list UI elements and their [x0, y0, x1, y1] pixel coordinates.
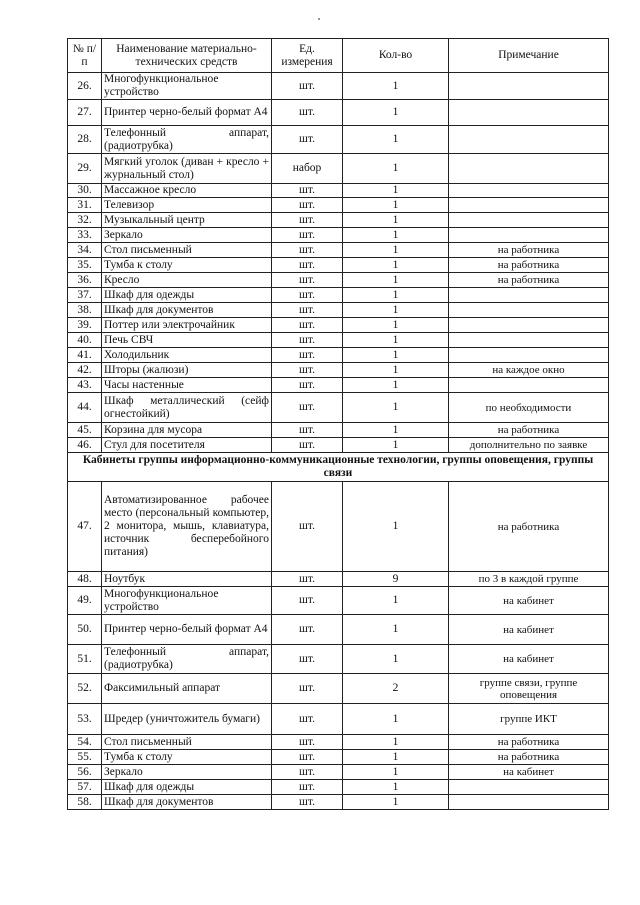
item-name: Телефонный аппарат, (радиотрубка) [102, 645, 272, 674]
unit-of-measure: шт. [272, 572, 343, 587]
quantity: 1 [343, 438, 449, 453]
unit-of-measure: шт. [272, 198, 343, 213]
note [449, 213, 609, 228]
note [449, 288, 609, 303]
row-number: 33. [68, 228, 102, 243]
unit-of-measure: шт. [272, 438, 343, 453]
table-row [68, 795, 609, 810]
quantity: 1 [343, 348, 449, 363]
table-row [68, 423, 609, 438]
row-number: 35. [68, 258, 102, 273]
table-row [68, 378, 609, 393]
unit-of-measure: шт. [272, 735, 343, 750]
row-number: 43. [68, 378, 102, 393]
unit-of-measure: шт. [272, 587, 343, 615]
item-name: Стул для посетителя [102, 438, 272, 453]
section-row [68, 453, 609, 482]
unit-of-measure: шт. [272, 100, 343, 126]
note [449, 154, 609, 184]
item-name: Многофункциональное устройство [102, 73, 272, 100]
row-number: 27. [68, 100, 102, 126]
table-row [68, 674, 609, 704]
row-number: 55. [68, 750, 102, 765]
quantity: 1 [343, 100, 449, 126]
table-row [68, 393, 609, 423]
row-number: 38. [68, 303, 102, 318]
item-name: Стол письменный [102, 243, 272, 258]
quantity: 1 [343, 645, 449, 674]
row-number: 44. [68, 393, 102, 423]
item-name: Шкаф для документов [102, 303, 272, 318]
quantity: 1 [343, 735, 449, 750]
header-qty: Кол-во [343, 39, 449, 73]
table-row [68, 198, 609, 213]
note [449, 378, 609, 393]
note: на работника [449, 482, 609, 572]
header-unit: Ед. измерения [272, 39, 343, 73]
item-name: Зеркало [102, 765, 272, 780]
item-name: Стол письменный [102, 735, 272, 750]
unit-of-measure: шт. [272, 228, 343, 243]
unit-of-measure: шт. [272, 765, 343, 780]
quantity: 1 [343, 423, 449, 438]
unit-of-measure: шт. [272, 393, 343, 423]
item-name: Кресло [102, 273, 272, 288]
row-number: 29. [68, 154, 102, 184]
item-name: Многофункциональное устройство [102, 587, 272, 615]
note: по необходимости [449, 393, 609, 423]
table-body-part1 [68, 73, 609, 453]
note: на кабинет [449, 765, 609, 780]
item-name: Тумба к столу [102, 750, 272, 765]
quantity: 1 [343, 587, 449, 615]
note: на каждое окно [449, 363, 609, 378]
note: группе ИКТ [449, 704, 609, 735]
header-row [68, 39, 609, 73]
table-row [68, 318, 609, 333]
note [449, 333, 609, 348]
table-row [68, 228, 609, 243]
table-row [68, 735, 609, 750]
row-number: 31. [68, 198, 102, 213]
note: группе связи, группе оповещения [449, 674, 609, 704]
quantity: 1 [343, 393, 449, 423]
note: на работника [449, 423, 609, 438]
unit-of-measure: шт. [272, 482, 343, 572]
item-name: Факсимильный аппарат [102, 674, 272, 704]
unit-of-measure: шт. [272, 318, 343, 333]
quantity: 1 [343, 333, 449, 348]
table-row [68, 333, 609, 348]
row-number: 46. [68, 438, 102, 453]
table-row [68, 258, 609, 273]
row-number: 41. [68, 348, 102, 363]
quantity: 1 [343, 615, 449, 645]
table-row [68, 587, 609, 615]
unit-of-measure: шт. [272, 73, 343, 100]
table-row [68, 126, 609, 154]
row-number: 37. [68, 288, 102, 303]
item-name: Музыкальный центр [102, 213, 272, 228]
note [449, 780, 609, 795]
quantity: 1 [343, 273, 449, 288]
unit-of-measure: шт. [272, 645, 343, 674]
table-row [68, 750, 609, 765]
row-number: 56. [68, 765, 102, 780]
unit-of-measure: шт. [272, 750, 343, 765]
table-row [68, 482, 609, 572]
item-name: Телевизор [102, 198, 272, 213]
row-number: 47. [68, 482, 102, 572]
table-row [68, 780, 609, 795]
quantity: 1 [343, 378, 449, 393]
unit-of-measure: шт. [272, 303, 343, 318]
note [449, 198, 609, 213]
quantity: 1 [343, 482, 449, 572]
quantity: 1 [343, 750, 449, 765]
note: по 3 в каждой группе [449, 572, 609, 587]
note [449, 184, 609, 198]
note: на кабинет [449, 587, 609, 615]
note: на работника [449, 273, 609, 288]
item-name: Поттер или электрочайник [102, 318, 272, 333]
quantity: 9 [343, 572, 449, 587]
row-number: 28. [68, 126, 102, 154]
row-number: 39. [68, 318, 102, 333]
table-row [68, 363, 609, 378]
unit-of-measure: шт. [272, 780, 343, 795]
table-row [68, 645, 609, 674]
table-row [68, 704, 609, 735]
note [449, 100, 609, 126]
note [449, 303, 609, 318]
row-number: 58. [68, 795, 102, 810]
note: на кабинет [449, 645, 609, 674]
item-name: Принтер черно-белый формат А4 [102, 100, 272, 126]
table-row [68, 213, 609, 228]
unit-of-measure: шт. [272, 258, 343, 273]
quantity: 1 [343, 704, 449, 735]
quantity: 2 [343, 674, 449, 704]
item-name: Печь СВЧ [102, 333, 272, 348]
unit-of-measure: шт. [272, 333, 343, 348]
quantity: 1 [343, 198, 449, 213]
row-number: 50. [68, 615, 102, 645]
unit-of-measure: шт. [272, 243, 343, 258]
row-number: 34. [68, 243, 102, 258]
row-number: 48. [68, 572, 102, 587]
quantity: 1 [343, 303, 449, 318]
section-title: Кабинеты группы информационно-коммуникационные технологии, группы оповещения, группы связи [68, 453, 609, 482]
item-name: Мягкий уголок (диван + кресло + журнальный стол) [102, 154, 272, 184]
header-name: Наименование материально-технических средств [102, 39, 272, 73]
table-row [68, 100, 609, 126]
unit-of-measure: шт. [272, 378, 343, 393]
unit-of-measure: шт. [272, 288, 343, 303]
unit-of-measure: шт. [272, 273, 343, 288]
table-row [68, 765, 609, 780]
item-name: Массажное кресло [102, 184, 272, 198]
row-number: 42. [68, 363, 102, 378]
note: на кабинет [449, 615, 609, 645]
row-number: 51. [68, 645, 102, 674]
quantity: 1 [343, 288, 449, 303]
item-name: Корзина для мусора [102, 423, 272, 438]
row-number: 40. [68, 333, 102, 348]
table-row [68, 572, 609, 587]
row-number: 30. [68, 184, 102, 198]
item-name: Холодильник [102, 348, 272, 363]
quantity: 1 [343, 765, 449, 780]
unit-of-measure: шт. [272, 184, 343, 198]
note: на работника [449, 243, 609, 258]
table-body-part2 [68, 482, 609, 810]
note [449, 318, 609, 333]
table-row [68, 438, 609, 453]
item-name: Автоматизированное рабочее место (персональный компьютер, 2 монитора, мышь, клавиатура, источник бесперебойного питания) [102, 482, 272, 572]
quantity: 1 [343, 184, 449, 198]
quantity: 1 [343, 258, 449, 273]
table-row [68, 348, 609, 363]
item-name: Часы настенные [102, 378, 272, 393]
note [449, 795, 609, 810]
note: дополнительно по заявке [449, 438, 609, 453]
unit-of-measure: шт. [272, 348, 343, 363]
table-row [68, 303, 609, 318]
item-name: Шкаф для одежды [102, 288, 272, 303]
unit-of-measure: шт. [272, 704, 343, 735]
row-number: 45. [68, 423, 102, 438]
note: на работника [449, 750, 609, 765]
row-number: 49. [68, 587, 102, 615]
quantity: 1 [343, 795, 449, 810]
item-name: Шкаф для одежды [102, 780, 272, 795]
note: на работника [449, 258, 609, 273]
row-number: 54. [68, 735, 102, 750]
unit-of-measure: шт. [272, 126, 343, 154]
unit-of-measure: набор [272, 154, 343, 184]
note: на работника [449, 735, 609, 750]
table-row [68, 243, 609, 258]
table-row [68, 288, 609, 303]
row-number: 57. [68, 780, 102, 795]
row-number: 26. [68, 73, 102, 100]
unit-of-measure: шт. [272, 615, 343, 645]
row-number: 32. [68, 213, 102, 228]
item-name: Шкаф металлический (сейф огнестойкий) [102, 393, 272, 423]
quantity: 1 [343, 126, 449, 154]
row-number: 53. [68, 704, 102, 735]
item-name: Шторы (жалюзи) [102, 363, 272, 378]
row-number: 36. [68, 273, 102, 288]
item-name: Шредер (уничтожитель бумаги) [102, 704, 272, 735]
unit-of-measure: шт. [272, 363, 343, 378]
quantity: 1 [343, 318, 449, 333]
table-row [68, 184, 609, 198]
quantity: 1 [343, 228, 449, 243]
quantity: 1 [343, 213, 449, 228]
note [449, 348, 609, 363]
quantity: 1 [343, 154, 449, 184]
table-row [68, 154, 609, 184]
scan-speck [318, 18, 320, 20]
quantity: 1 [343, 363, 449, 378]
item-name: Зеркало [102, 228, 272, 243]
row-number: 52. [68, 674, 102, 704]
table-row [68, 73, 609, 100]
note [449, 126, 609, 154]
quantity: 1 [343, 780, 449, 795]
item-name: Шкаф для документов [102, 795, 272, 810]
quantity: 1 [343, 73, 449, 100]
note [449, 228, 609, 243]
unit-of-measure: шт. [272, 674, 343, 704]
header-num: № п/п [68, 39, 102, 73]
item-name: Телефонный аппарат, (радиотрубка) [102, 126, 272, 154]
item-name: Тумба к столу [102, 258, 272, 273]
note [449, 73, 609, 100]
section-body [68, 453, 609, 482]
item-name: Принтер черно-белый формат А4 [102, 615, 272, 645]
table-row [68, 615, 609, 645]
header-note: Примечание [449, 39, 609, 73]
item-name: Ноутбук [102, 572, 272, 587]
unit-of-measure: шт. [272, 423, 343, 438]
quantity: 1 [343, 243, 449, 258]
unit-of-measure: шт. [272, 795, 343, 810]
table-row [68, 273, 609, 288]
unit-of-measure: шт. [272, 213, 343, 228]
equipment-table [67, 38, 609, 810]
